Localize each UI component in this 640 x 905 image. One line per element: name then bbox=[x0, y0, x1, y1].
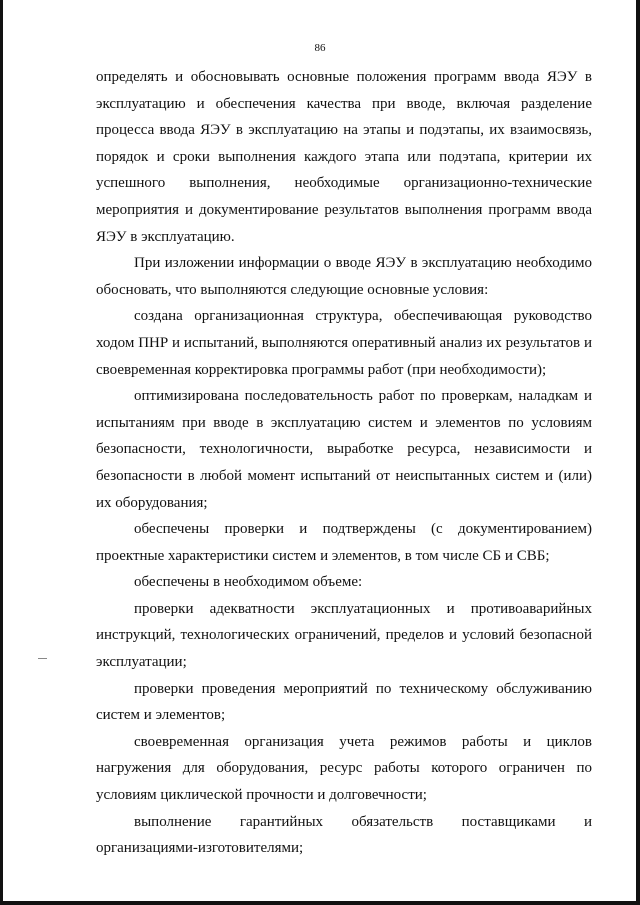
scan-edge-mark bbox=[38, 658, 47, 659]
scan-border-bottom bbox=[0, 901, 640, 905]
paragraph-continuation: определять и обосновывать основные положения программ ввода ЯЭУ в эксплуатацию и обеспечения качества при вводе, включая разделение процесса ввода ЯЭУ в эксплуатацию на этапы и подэтапы, их взаимосвязь, порядок и сроки выполнения каждого этапа или подэтапа, критерии их успешного выполнения, необходимые организационно-технические мероприятия и документирование результатов выполнения программ ввода ЯЭУ в эксплуатацию. bbox=[96, 69, 592, 245]
paragraph-intro: При изложении информации о вводе ЯЭУ в эксплуатацию необходимо обосновать, что выполняются следующие основные условия: bbox=[96, 255, 592, 298]
list-item-instruction-checks: проверки адекватности эксплуатационных и противоаварийных инструкций, технологических ограничений, пределов и условий безопасной эксплуатации; bbox=[96, 600, 592, 671]
list-item-design-checks: обеспечены проверки и подтверждены (с документированием) проектные характеристики систем и элементов, в том числе СБ и СВБ; bbox=[96, 521, 592, 564]
body-text bbox=[96, 64, 592, 862]
list-item-scope-heading: обеспечены в необходимом объеме: bbox=[134, 574, 363, 591]
list-item-org-structure: создана организационная структура, обеспечивающая руководство ходом ПНР и испытаний, выполняются оперативный анализ их результатов и своевременная корректировка программы работ (при необходимости); bbox=[96, 308, 592, 378]
list-item-warranty-obligations: выполнение гарантийных обязательств поставщиками и организациями-изготовителями; bbox=[96, 813, 592, 857]
scan-border-right bbox=[636, 0, 640, 905]
list-item-load-cycle-accounting: своевременная организация учета режимов работы и циклов нагружения для оборудования, ресурс работы которого ограничен по условиям циклической прочности и долговечности; bbox=[96, 733, 592, 804]
scan-border-left bbox=[0, 0, 3, 905]
list-item-maintenance-checks: проверки проведения мероприятий по техническому обслуживанию систем и элементов; bbox=[96, 680, 592, 724]
list-item-work-sequence: оптимизирована последовательность работ по проверкам, наладкам и испытаниям при вводе в эксплуатацию систем и элементов по условиям безопасности, технологичности, выработке ресурса, независимости и безопасности в любой момент испытаний от неиспытанных систем и (или) их оборудования; bbox=[96, 388, 592, 511]
page-number: 86 bbox=[314, 42, 326, 54]
